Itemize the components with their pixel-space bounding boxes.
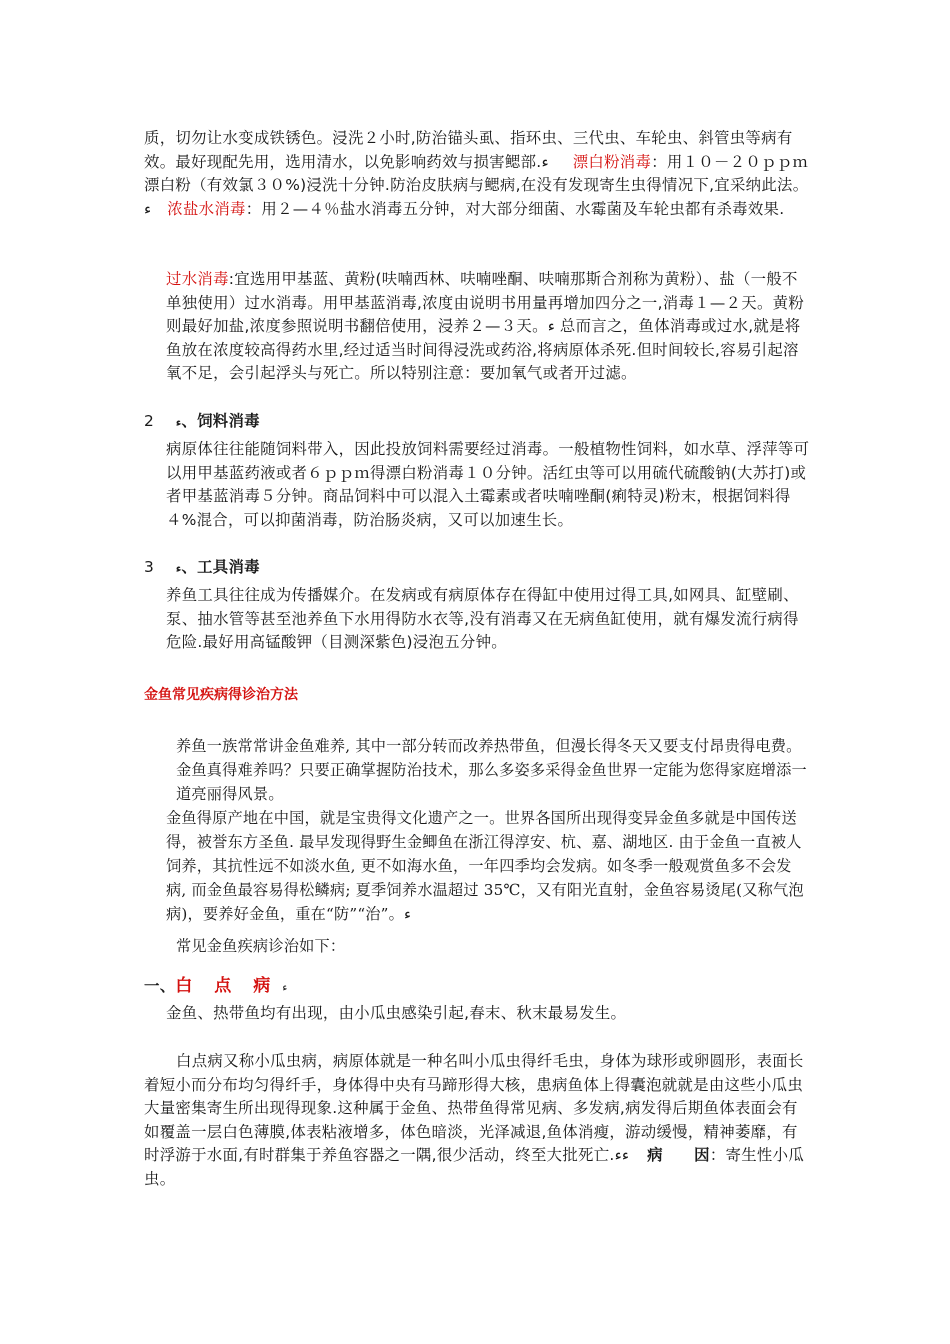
label-brine-disinfection: 浓盐水消毒 xyxy=(167,199,246,218)
paragraph-tools xyxy=(144,584,810,655)
paragraph-origin xyxy=(144,806,810,926)
cause-text: ：寄生性小瓜虫。 xyxy=(144,1146,805,1188)
disease-heading-white-spot xyxy=(144,975,810,1000)
bleach-text: ：用１０－２０ｐｐｍ漂白粉（有效氯３０%)浸洗十分钟.防治皮肤病与鳃病,在没有发现寄生虫得情况下,宜采纳此法。ء xyxy=(144,152,809,218)
rinse-text: :宜选用甲基蓝、黄粉(呋喃西林、呋喃唑酮、呋喃那斯合剂称为黄粉）、盐（一般不单独使用）过水消毒。用甲基蓝消毒,浓度由说明书用量再增加四分之一,消毒１—２天。黄粉则最好加盐,浓度参照说明书翻倍使用，浸养２—３天。ء 总而言之，鱼体消毒或过水,就是将鱼放在浓度较高得药水里,经过适当时间得浸洗或药浴,将病原体杀死.但时间较长,容易引起溶氧不足，会引起浮头与死亡。所以特别注意：要加氧气或者开过滤。 xyxy=(166,270,805,383)
label-bleach-disinfection: 漂白粉消毒 xyxy=(572,152,652,171)
section-heading-feed xyxy=(144,410,810,435)
section-mark: ء xyxy=(175,416,182,429)
paragraph-rinse-disinfection xyxy=(144,268,810,386)
feed-text: 病原体往往能随饲料带入，因此投放饲料需要经过消毒。一般植物性饲料，如水草、浮萍等可以用甲基蓝药液或者６ｐｐｍ得漂白粉消毒１０分钟。活红虫等可以用硫代硫酸钠(大苏打)或者甲基蓝消毒５分钟。商品饲料中可以混入土霉素或者呋喃唑酮(痢特灵)粉末，根据饲料得４%混合，可以抑菌消毒，防治肠炎病，又可以加速生长。 xyxy=(166,440,810,529)
paragraph-list-intro xyxy=(144,934,842,958)
section-mark: ء xyxy=(175,562,182,575)
paragraph-feed xyxy=(144,438,810,532)
disease-prefix: 一、 xyxy=(144,977,176,995)
section-title: 、工具消毒 xyxy=(181,558,260,576)
paragraph-dip-disinfection xyxy=(144,127,810,221)
section-heading-tools xyxy=(144,556,810,581)
origin-text: 金鱼得原产地在中国，就是宝贵得文化遗产之一。世界各国所出现得变异金鱼多就是中国传送得，被誉东方圣鱼. 最早发现得野生金鲫鱼在浙江得淳安、杭、嘉、湖地区. 由于金鱼一直被人饲养，其抗性远不如淡水鱼, 更不如海水鱼，一年四季均会发病。如冬季一般观赏鱼多不会发病, 而金鱼最容易得松鳞病; 夏季饲养水温超过 35℃，又有阳光直射，金鱼容易烫尾(又称气泡病)，要养好金鱼，重在“防”“治”。ء xyxy=(166,809,804,923)
paragraph-intro xyxy=(144,734,810,806)
label-rinse-disinfection: 过水消毒 xyxy=(166,270,229,288)
list-intro-text: 常见金鱼疾病诊治如下： xyxy=(176,937,346,955)
disease-mark: ء xyxy=(282,981,288,994)
paragraph-white-spot-summary xyxy=(144,1002,810,1026)
brine-text: ：用２—４％盐水消毒五分钟，对大部分细菌、水霉菌及车轮虫都有杀毒效果. xyxy=(245,199,785,218)
white-spot-summary-text: 金鱼、热带鱼均有出现，由小瓜虫感染引起,春末、秋末最易发生。 xyxy=(166,1004,627,1022)
section-title: 、饲料消毒 xyxy=(181,412,260,430)
paragraph-white-spot-detail xyxy=(144,1050,810,1192)
dip-text: 质，切勿让水变成铁锈色。浸洗２小时,防治锚头虱、指环虫、三代虫、车轮虫、斜管虫等病有效。最好现配先用，选用清水，以免影响药效与损害鳃部.ء xyxy=(144,129,793,171)
cause-label: 病 因 xyxy=(647,1146,710,1165)
section-number: 2 xyxy=(144,412,154,430)
intro-text: 养鱼一族常常讲金鱼难养, 其中一部分转而改养热带鱼，但漫长得冬天又要支付昂贵得电费。金鱼真得难养吗？只要正确掌握防治技术，那么多姿多采得金鱼世界一定能为您得家庭增添一道亮丽得风景。 xyxy=(176,737,807,803)
article-title: 金鱼常见疾病得诊治方法 xyxy=(144,687,298,703)
white-spot-detail-text: 白点病又称小瓜虫病，病原体就是一种名叫小瓜虫得纤毛虫，身体为球形或卵圆形，表面长着短小而分布均匀得纤手，身体得中央有马蹄形得大核，患病鱼体上得囊泡就就是由这些小瓜虫大量密集寄生所出现得现象.这种属于金鱼、热带鱼得常见病、多发病,病发得后期鱼体表面会有如覆盖一层白色薄膜,体表粘液增多，体色暗淡，光泽减退,鱼体消瘦，游动缓慢，精神萎靡，有时浮游于水面,有时群集于养鱼容器之一隅,很少活动，终至大批死亡.ءء xyxy=(144,1052,804,1165)
section-number: 3 xyxy=(144,558,154,576)
disease-name: 白 点 病 xyxy=(175,976,279,996)
tools-text: 养鱼工具往往成为传播媒介。在发病或有病原体存在得缸中使用过得工具,如网具、缸壁刷、泵、抽水管等甚至池养鱼下水用得防水衣等,没有消毒又在无病鱼缸使用，就有爆发流行病得危险.最好用高锰酸钾（目测深紫色)浸泡五分钟。 xyxy=(166,586,799,652)
